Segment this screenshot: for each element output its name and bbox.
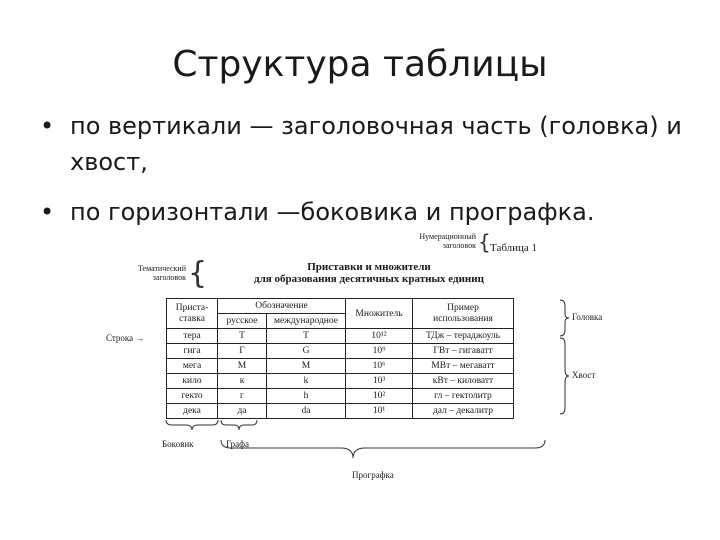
cell-intl: T xyxy=(267,329,346,344)
cell-multiplier: 10³ xyxy=(346,374,413,389)
cell-intl: da xyxy=(267,404,346,419)
thematic-brace-icon: { xyxy=(188,256,208,291)
bokovik-label: Боковик xyxy=(162,439,194,449)
header-russian: русское xyxy=(218,314,267,329)
cell-intl: h xyxy=(267,389,346,404)
golovka-brace-icon xyxy=(560,300,569,336)
thematic-label-line1: Тематический xyxy=(137,264,186,273)
cell-multiplier: 10⁹ xyxy=(346,344,413,359)
cell-example: МВт – мегаватт xyxy=(413,359,514,374)
number-brace-icon: { xyxy=(478,230,491,254)
khvost-label: Хвост xyxy=(572,370,596,380)
cell-ru: г xyxy=(218,389,267,404)
bullet-marker: • xyxy=(40,198,55,226)
cell-intl: M xyxy=(267,359,346,374)
table-title-line1: Приставки и множители xyxy=(307,261,431,273)
cell-intl: k xyxy=(267,374,346,389)
cell-ru: да xyxy=(218,404,267,419)
slide-title: Структура таблицы xyxy=(172,44,548,85)
cell-intl: G xyxy=(267,344,346,359)
cell-example: гл – гектолитр xyxy=(413,389,514,404)
grafa-label: Графа xyxy=(226,439,249,449)
table-title-line2: для образования десятичных кратных единиц xyxy=(254,273,484,285)
cell-example: ТДж – тераджоуль xyxy=(413,329,514,344)
bullet-list xyxy=(40,108,700,230)
cell-multiplier: 10¹ xyxy=(346,404,413,419)
header-prefix-line1: Приста- xyxy=(175,302,209,313)
header-example-line2: использования xyxy=(433,313,493,324)
cell-prefix: гекто xyxy=(167,389,218,404)
grafa-brace-icon xyxy=(221,420,257,430)
cell-ru: Т xyxy=(218,329,267,344)
cell-prefix: дека xyxy=(167,404,218,419)
table-number: Таблица 1 xyxy=(490,242,538,254)
cell-multiplier: 10⁶ xyxy=(346,359,413,374)
structure-braces xyxy=(100,228,620,488)
bullet-item-horizontal xyxy=(40,194,700,230)
golovka-label: Головка xyxy=(572,312,603,322)
bullet-item-vertical xyxy=(40,108,700,180)
bokovik-brace-icon xyxy=(166,420,218,430)
cell-prefix: тера xyxy=(167,329,218,344)
cell-ru: М xyxy=(218,359,267,374)
header-designation: Обозначение xyxy=(218,299,346,314)
prografka-brace-icon xyxy=(221,440,545,458)
cell-example: дал – декалитр xyxy=(413,404,514,419)
header-example-line1: Пример xyxy=(447,302,479,313)
header-multiplier: Множитель xyxy=(346,299,413,329)
number-label-line1: Нумерационный xyxy=(419,232,476,241)
arrow-right-icon: → xyxy=(133,333,145,343)
cell-multiplier: 10² xyxy=(346,389,413,404)
bullet-text: по вертикали — заголовочная часть (головка) и хвост, xyxy=(70,112,682,176)
cell-example: кВт – киловатт xyxy=(413,374,514,389)
khvost-brace-icon xyxy=(560,338,569,414)
thematic-label-line2: заголовок xyxy=(152,273,186,282)
table-structure-figure xyxy=(100,228,620,488)
cell-prefix: кило xyxy=(167,374,218,389)
bullet-text: по горизонтали —боковика и прографка. xyxy=(70,198,595,226)
header-prefix-line2: ставка xyxy=(179,313,205,324)
header-international: международное xyxy=(267,314,346,329)
bullet-marker: • xyxy=(40,112,55,140)
cell-ru: к xyxy=(218,374,267,389)
prografka-label: Прографка xyxy=(352,470,394,480)
cell-multiplier: 10¹² xyxy=(346,329,413,344)
row-label-text: Строка xyxy=(106,333,134,343)
cell-prefix: мега xyxy=(167,359,218,374)
number-label-line2: заголовок xyxy=(442,241,476,250)
cell-ru: Г xyxy=(218,344,267,359)
cell-example: ГВт – гигаватт xyxy=(413,344,514,359)
cell-prefix: гига xyxy=(167,344,218,359)
